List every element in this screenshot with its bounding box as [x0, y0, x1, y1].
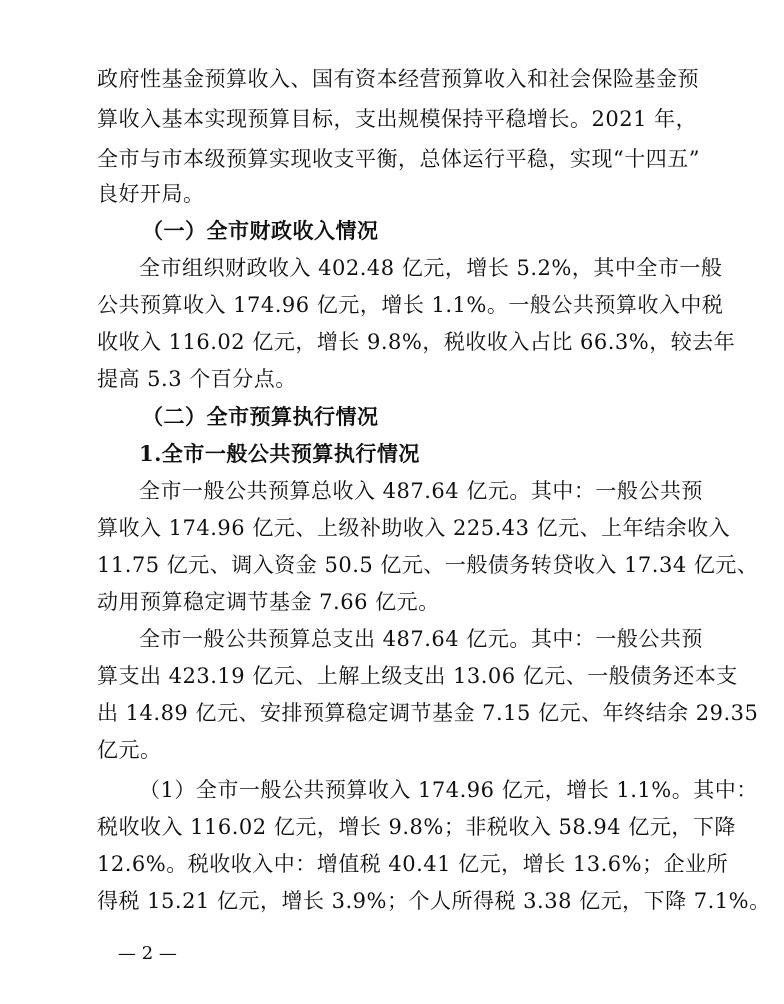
body-text-line: 政府性基金预算收入、国有资本经营预算收入和社会保险基金预 [97, 67, 699, 91]
body-text-line: 算收入 174.96 亿元、上级补助收入 225.43 亿元、上年结余收入 [97, 516, 731, 540]
paragraph-first-line: 全市一般公共预算总收入 487.64 亿元。其中：一般公共预 [139, 479, 703, 503]
body-text-line: 税收收入 116.02 亿元，增长 9.8%；非税收入 58.94 亿元，下降 [97, 815, 736, 839]
body-text-line: 动用预算稳定调节基金 7.66 亿元。 [97, 590, 440, 614]
body-text-line: 12.6%。税收收入中：增值税 40.41 亿元，增长 13.6%；企业所 [97, 852, 729, 876]
paragraph-first-line: （1）全市一般公共预算收入 174.96 亿元，增长 1.1%。其中： [139, 778, 758, 802]
body-text-line: 亿元。 [97, 738, 162, 762]
body-text-line: 出 14.89 亿元、安排预算稳定调节基金 7.15 亿元、年终结余 29.35 [97, 701, 759, 725]
body-text-line: 良好开局。 [97, 182, 205, 206]
body-text-line: 收收入 116.02 亿元，增长 9.8%，税收收入占比 66.3%，较去年 [97, 330, 736, 354]
section-heading: （一）全市财政收入情况 [142, 218, 379, 243]
paragraph-first-line: 全市组织财政收入 402.48 亿元，增长 5.2%，其中全市一般 [139, 256, 723, 280]
body-text-line: 算支出 423.19 亿元、上解上级支出 13.06 亿元、一般债务还本支 [97, 664, 738, 688]
body-text-line: 提高 5.3 个百分点。 [97, 367, 297, 391]
body-text-line: 公共预算收入 174.96 亿元，增长 1.1%。一般公共预算收入中税 [97, 293, 724, 317]
body-text-line: 算收入基本实现预算目标，支出规模保持平稳增长。2021 年， [97, 107, 698, 131]
paragraph-first-line: 全市一般公共预算总支出 487.64 亿元。其中：一般公共预 [139, 627, 703, 651]
body-text-line: 全市与市本级预算实现收支平衡，总体运行平稳，实现“十四五” [97, 147, 700, 171]
section-heading: （二）全市预算执行情况 [142, 404, 379, 429]
body-text-line: 得税 15.21 亿元，增长 3.9%；个人所得税 3.38 亿元，下降 7.1%。 [97, 889, 771, 913]
subsection-heading: 1.全市一般公共预算执行情况 [139, 441, 420, 466]
page-number: — 2 — [118, 943, 177, 964]
body-text-line: 11.75 亿元、调入资金 50.5 亿元、一般债务转贷收入 17.34 亿元、 [97, 553, 759, 577]
